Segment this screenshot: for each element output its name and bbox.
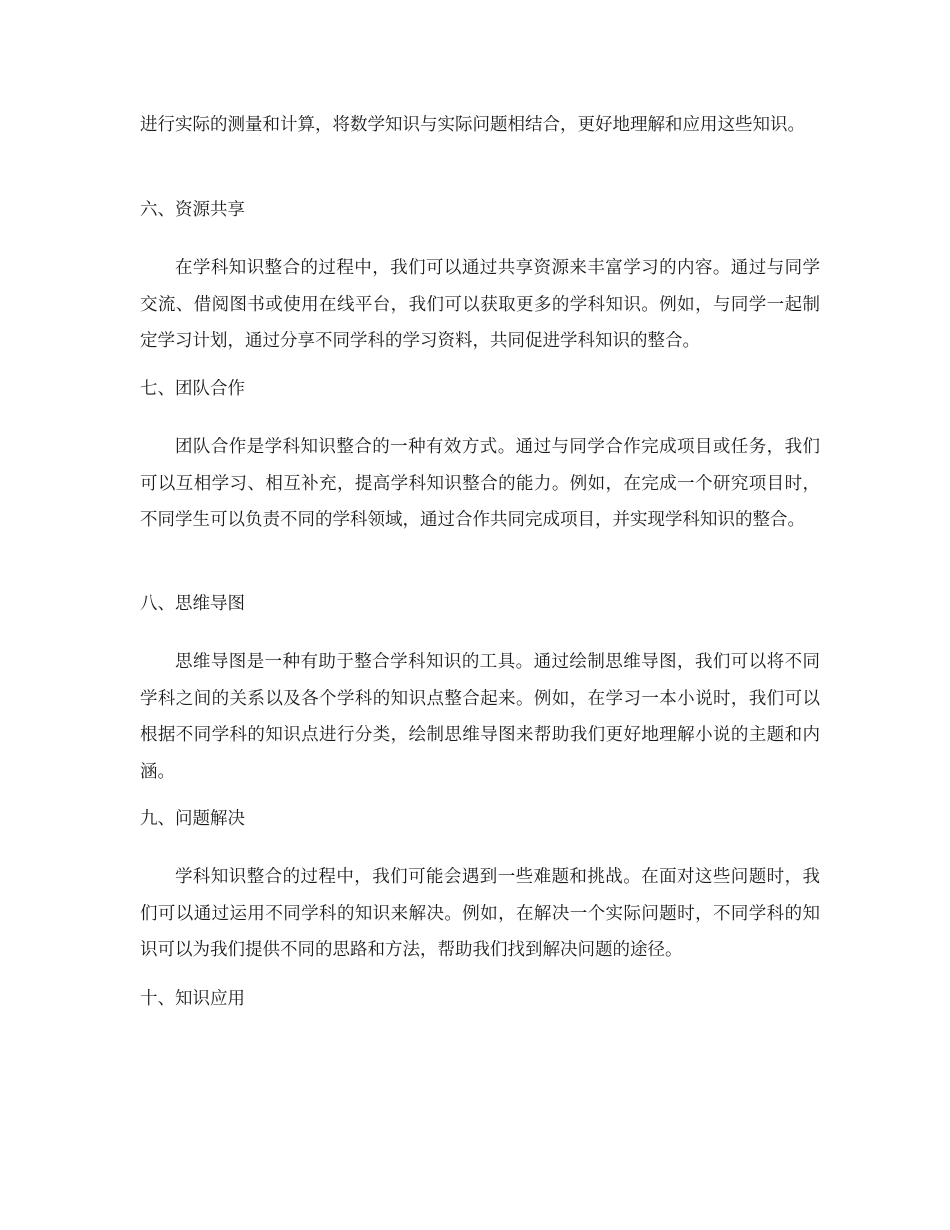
section-heading-mind-map: 八、思维导图 <box>140 594 245 614</box>
section-heading-knowledge-application: 十、知识应用 <box>140 989 245 1009</box>
section-heading-resource-sharing: 六、资源共享 <box>140 200 245 220</box>
section-heading-teamwork: 七、团队合作 <box>140 379 245 399</box>
continuation-paragraph: 进行实际的测量和计算，将数学知识与实际问题相结合，更好地理解和应用这些知识。 <box>140 115 805 135</box>
section-paragraph-mind-map: 思维导图是一种有助于整合学科知识的工具。通过绘制思维导图，我们可以将不同学科之间的关系以及各个学科的知识点整合起来。例如，在学习一本小说时，我们可以根据不同学科的知识点进行分类，绘制思维导图来帮助我们更好地理解小说的主题和内涵。 <box>140 652 820 782</box>
section-paragraph-problem-solving: 学科知识整合的过程中，我们可能会遇到一些难题和挑战。在面对这些问题时，我们可以通过运用不同学科的知识来解决。例如，在解决一个实际问题时，不同学科的知识可以为我们提供不同的思路和方法，帮助我们找到解决问题的途径。 <box>140 867 820 960</box>
section-heading-problem-solving: 九、问题解决 <box>140 809 245 829</box>
section-paragraph-resource-sharing: 在学科知识整合的过程中，我们可以通过共享资源来丰富学习的内容。通过与同学交流、借阅图书或使用在线平台，我们可以获取更多的学科知识。例如，与同学一起制定学习计划，通过分享不同学科的学习资料，共同促进学科知识的整合。 <box>140 258 820 351</box>
section-paragraph-teamwork: 团队合作是学科知识整合的一种有效方式。通过与同学合作完成项目或任务，我们可以互相学习、相互补充，提高学科知识整合的能力。例如，在完成一个研究项目时，不同学生可以负责不同的学科领域，通过合作共同完成项目，并实现学科知识的整合。 <box>140 437 820 530</box>
